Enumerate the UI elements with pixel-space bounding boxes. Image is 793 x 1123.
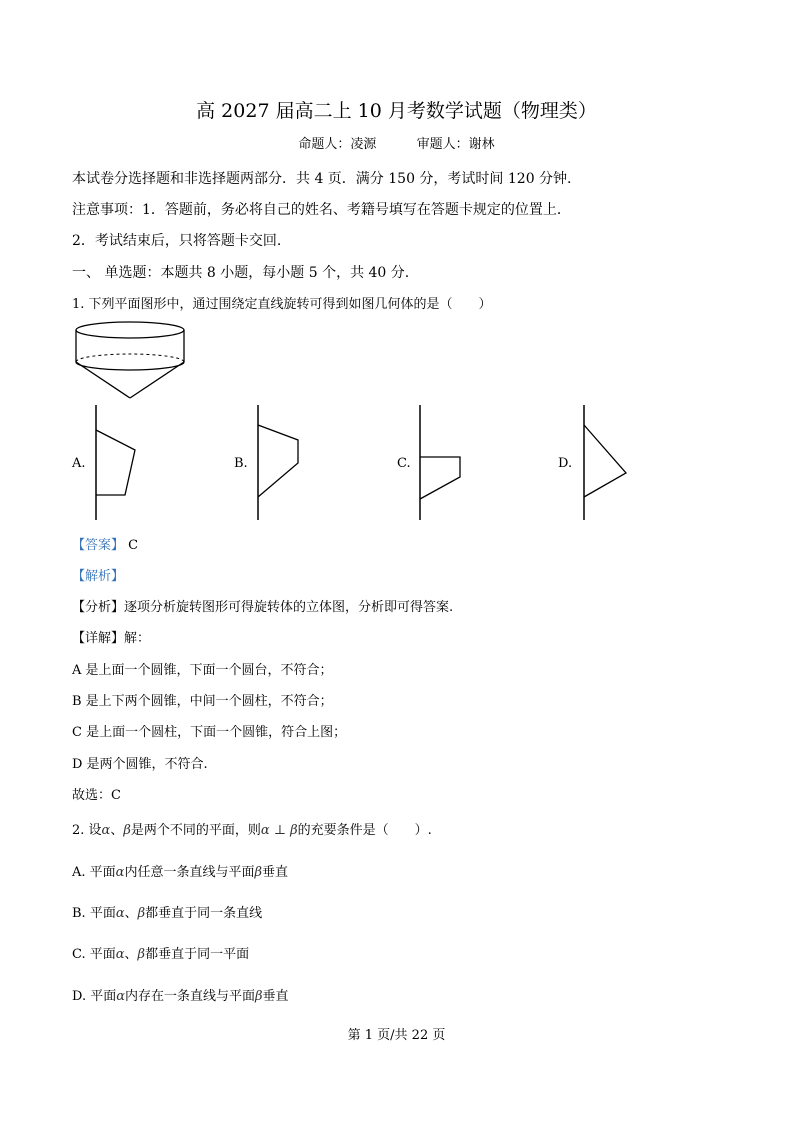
question-2-stem (72, 819, 432, 838)
page-footer: 第 1 页/共 22 页 (347, 1028, 446, 1043)
answer-tag: 【答案】 (72, 538, 125, 553)
q2-stem-mid: 是两个不同的平面，则 (130, 823, 261, 838)
option-c-label: C. (397, 456, 411, 471)
q2-option-c (72, 943, 249, 962)
xiangjie-text: 解： (124, 631, 151, 646)
option-d-figure (578, 405, 638, 520)
intro-line-1: 本试卷分选择题和非选择题两部分．共 4 页．满分 150 分，考试时间 120 分钟. (72, 171, 572, 187)
alpha-symbol: α (115, 906, 125, 921)
beta-symbol: β (137, 906, 146, 921)
xiangjie-line (72, 627, 150, 646)
q2-a-post: 垂直 (261, 865, 288, 880)
q2-d-mid: 内存在一条直线与平面 (125, 989, 256, 1004)
q2-c-pre: C. 平面 (72, 947, 116, 962)
q2-a-mid: 内任意一条直线与平面 (124, 865, 255, 880)
setter: 命题人：凌源 (298, 137, 377, 152)
beta-symbol: β (254, 865, 262, 880)
option-d-label: D. (558, 456, 573, 471)
q2-stem-pre: 2. 设 (72, 823, 102, 838)
option-b-label: B. (234, 456, 248, 471)
q2-sep: 、 (110, 823, 124, 838)
q2-a-pre: A. 平面 (72, 865, 116, 880)
solution-line-d: D 是两个圆锥，不符合. (72, 757, 208, 772)
fenxi-text: 逐项分析旋转图形可得旋转体的立体图，分析即可得答案. (124, 600, 454, 615)
question-1-stem: 1. 下列平面图形中，通过围绕定直线旋转可得到如图几何体的是（ ） (72, 297, 492, 312)
beta-symbol: β (137, 947, 146, 962)
alpha-symbol: α (101, 823, 111, 838)
option-a-label: A. (72, 456, 86, 471)
analysis-tag: 【解析】 (72, 569, 125, 584)
solid-figure (70, 318, 200, 402)
q2-c-sep: 、 (124, 947, 138, 962)
xiangjie-tag: 【详解】 (72, 631, 125, 646)
beta-symbol: β (123, 823, 131, 838)
solution-line-b: B 是上下两个圆锥，中间一个圆柱，不符合； (72, 694, 333, 709)
q2-b-pre: B. 平面 (72, 906, 116, 921)
q2-option-d (72, 985, 289, 1004)
authors-line (0, 133, 793, 152)
q2-b-sep: 、 (124, 906, 138, 921)
intro-line-3: 2．考试结束后，只将答题卡交回. (72, 233, 282, 249)
alpha-symbol: α (115, 865, 125, 880)
q2-option-a (72, 861, 288, 880)
option-a-figure (90, 405, 150, 520)
alpha-symbol: α (115, 947, 125, 962)
q2-stem-post: 的充要条件是（ ）. (297, 823, 432, 838)
solution-line-a: A 是上面一个圆锥，下面一个圆台，不符合； (72, 663, 333, 678)
alpha-symbol: α (116, 989, 126, 1004)
answer-value: C (128, 538, 139, 553)
reviewer: 审题人：谢林 (416, 137, 495, 152)
q2-d-post: 垂直 (262, 989, 289, 1004)
intro-line-2: 注意事项：1．答题前，务必将自己的姓名、考籍号填写在答题卡规定的位置上． (72, 202, 571, 218)
q2-option-b (72, 902, 262, 921)
q2-c-post: 都垂直于同一平面 (145, 947, 250, 962)
perp-expression: α ⊥ β (260, 823, 298, 838)
fenxi-tag: 【分析】 (72, 600, 125, 615)
q2-d-pre: D. 平面 (72, 989, 117, 1004)
solution-line-c: C 是上面一个圆柱，下面一个圆锥，符合上图； (72, 725, 347, 740)
beta-symbol: β (255, 989, 263, 1004)
option-c-figure (414, 405, 474, 520)
q2-b-post: 都垂直于同一条直线 (145, 906, 263, 921)
page-title: 高 2027 届高二上 10 月考数学试题（物理类） (196, 100, 597, 122)
fenxi-line (72, 596, 453, 615)
section-heading: 一、 单选题：本题共 8 小题，每小题 5 个，共 40 分. (72, 265, 410, 281)
option-b-figure (252, 405, 312, 520)
answer-line (72, 534, 138, 553)
choice-line: 故选：C (72, 788, 121, 803)
